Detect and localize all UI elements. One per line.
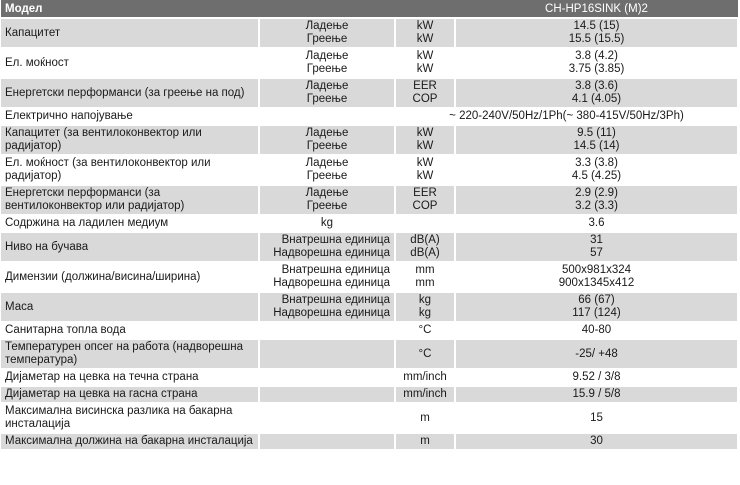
spec-units: mm/inch (395, 369, 455, 386)
spec-values: ~ 220-240V/50Hz/1Ph(~ 380-415V/50Hz/3Ph) (395, 108, 738, 125)
spec-row-power (1, 48, 738, 78)
spec-label: Ниво на бучава (1, 232, 259, 262)
spec-label: Максимална висинска разлика на бакарна инсталација (1, 403, 259, 433)
spec-values: 30 (455, 433, 738, 450)
spec-modes: Ладење Греење (259, 125, 395, 155)
spec-label: Електрично напојување (1, 108, 259, 125)
spec-modes (259, 322, 395, 339)
spec-label: Димензии (должина/висина/ширина) (1, 262, 259, 292)
spec-units: mm mm (395, 262, 455, 292)
spec-values: 3.8 (3.6) 4.1 (4.05) (455, 78, 738, 108)
spec-units: kW kW (395, 48, 455, 78)
spec-modes (259, 403, 395, 433)
spec-row-energy-floor (1, 78, 738, 108)
spec-modes (259, 386, 395, 403)
spec-row-noise (1, 232, 738, 262)
spec-modes (259, 108, 395, 125)
spec-row-power-supply (1, 108, 738, 125)
spec-label: Ел. моќност (за вентилоконвектор или радијатор) (1, 155, 259, 185)
spec-values: 3.8 (4.2) 3.75 (3.85) (455, 48, 738, 78)
spec-values: 15.9 / 5/8 (455, 386, 738, 403)
spec-units: EER COP (395, 185, 455, 215)
spec-values: 31 57 (455, 232, 738, 262)
spec-row-max-length (1, 433, 738, 450)
spec-row-dimensions (1, 262, 738, 292)
spec-units: °C (395, 322, 455, 339)
spec-label: Содржина на ладилен медиум (1, 215, 259, 232)
spec-label: Енергетски перформанси (за греење на под) (1, 78, 259, 108)
spec-label: Максимална должина на бакарна инсталација (1, 433, 259, 450)
spec-row-liquid-pipe (1, 369, 738, 386)
header-row (1, 0, 738, 18)
spec-row-max-height (1, 403, 738, 433)
spec-units: kg kg (395, 292, 455, 322)
spec-values: 3.3 (3.8) 4.5 (4.25) (455, 155, 738, 185)
spec-units: kW kW (395, 125, 455, 155)
spec-row-hot-water (1, 322, 738, 339)
spec-modes: Ладење Греење (259, 18, 395, 48)
spec-modes: Ладење Греење (259, 78, 395, 108)
spec-label: Температурен опсег на работа (надворешна температура) (1, 339, 259, 369)
spec-label: Капацитет (за вентилоконвектор или радијатор) (1, 125, 259, 155)
spec-unit-kg: kg (259, 215, 395, 232)
spec-label: Енергетски перформанси (за вентилоконвектор или радијатор) (1, 185, 259, 215)
spec-units: mm/inch (395, 386, 455, 403)
model-name: CH-HP16SINK (M)2 (455, 0, 738, 18)
spec-row-gas-pipe (1, 386, 738, 403)
spec-row-power-fancoil (1, 155, 738, 185)
spec-row-weight (1, 292, 738, 322)
spec-modes (259, 369, 395, 386)
spec-values: 66 (67) 117 (124) (455, 292, 738, 322)
spec-modes: Ладење Греење (259, 155, 395, 185)
spec-values: 40-80 (455, 322, 738, 339)
model-label: Модел (1, 0, 455, 18)
spec-values: 2.9 (2.9) 3.2 (3.3) (455, 185, 738, 215)
spec-units: dB(A) dB(A) (395, 232, 455, 262)
spec-table (1, 0, 739, 451)
spec-label: Дијаметар на цевка на гасна страна (1, 386, 259, 403)
spec-modes: Ладење Греење (259, 185, 395, 215)
spec-label: Ел. моќност (1, 48, 259, 78)
spec-row-temp-range (1, 339, 738, 369)
spec-values: -25/ +48 (455, 339, 738, 369)
spec-units: m (395, 403, 455, 433)
spec-units: kW kW (395, 155, 455, 185)
spec-modes: Ладење Греење (259, 48, 395, 78)
spec-label: Капацитет (1, 18, 259, 48)
spec-values: 15 (455, 403, 738, 433)
spec-values: 14.5 (15) 15.5 (15.5) (455, 18, 738, 48)
spec-row-capacity (1, 18, 738, 48)
spec-values: 9.5 (11) 14.5 (14) (455, 125, 738, 155)
spec-row-capacity-fancoil (1, 125, 738, 155)
spec-modes: Внатрешна единица Надворешна единица (259, 232, 395, 262)
spec-modes (259, 339, 395, 369)
spec-modes: Внатрешна единица Надворешна единица (259, 262, 395, 292)
spec-units: m (395, 433, 455, 450)
spec-units (395, 215, 455, 232)
spec-label: Санитарна топла вода (1, 322, 259, 339)
spec-values: 3.6 (455, 215, 738, 232)
spec-modes: Внатрешна единица Надворешна единица (259, 292, 395, 322)
spec-row-refrigerant (1, 215, 738, 232)
spec-modes (259, 433, 395, 450)
spec-values: 500x981x324 900x1345x412 (455, 262, 738, 292)
spec-label: Дијаметар на цевка на течна страна (1, 369, 259, 386)
spec-values: 9.52 / 3/8 (455, 369, 738, 386)
spec-units: °C (395, 339, 455, 369)
spec-units: EER COP (395, 78, 455, 108)
spec-units: kW kW (395, 18, 455, 48)
spec-label: Маса (1, 292, 259, 322)
spec-row-energy-fancoil (1, 185, 738, 215)
